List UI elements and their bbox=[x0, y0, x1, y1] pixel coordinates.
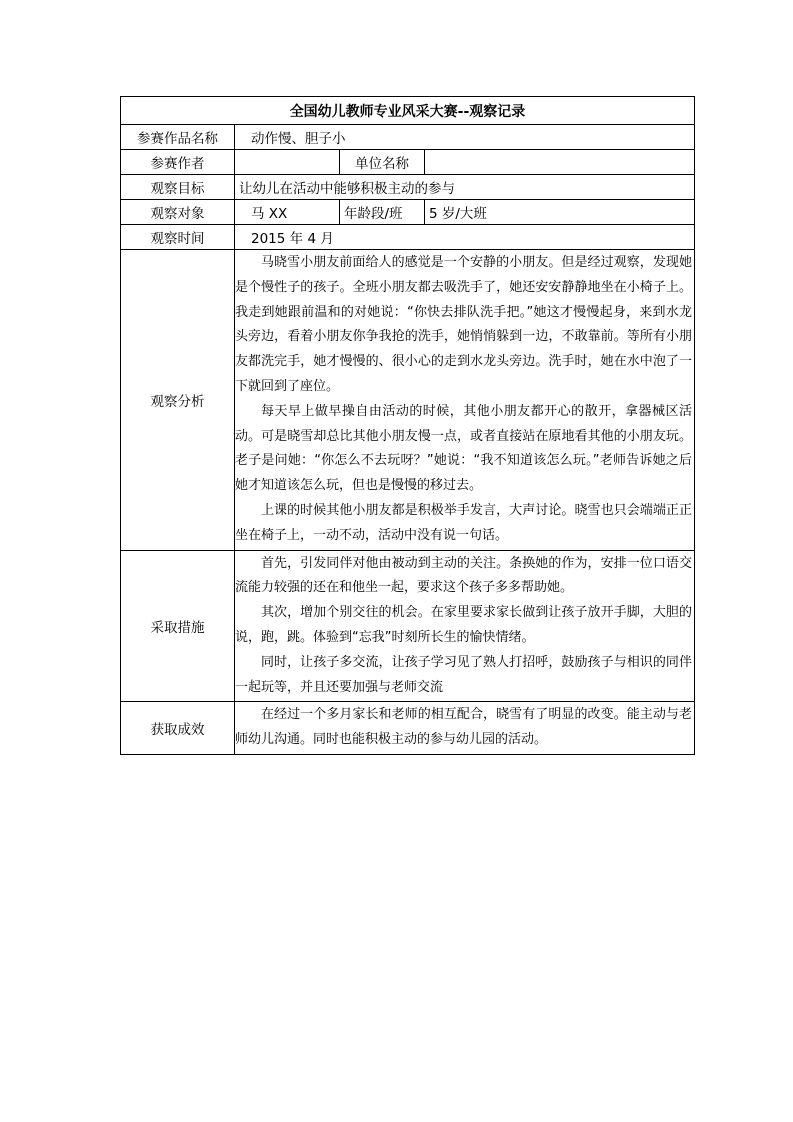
analysis-label: 观察分析 bbox=[121, 250, 235, 551]
measures-content bbox=[235, 550, 695, 702]
measures-row bbox=[121, 550, 695, 702]
author-value bbox=[235, 150, 340, 175]
time-row bbox=[121, 225, 695, 250]
age-label: 年龄段/班 bbox=[340, 200, 425, 225]
measures-paragraph: 其次，增加个别交往的机会。在家里要求家长做到让孩子放开手脚，大胆的说，跑，跳。体验到“忘我”时刻所长生的愉快情绪。 bbox=[235, 605, 692, 645]
results-label: 获取成效 bbox=[121, 702, 235, 755]
time-label: 观察时间 bbox=[121, 225, 235, 250]
unit-label: 单位名称 bbox=[340, 150, 425, 175]
observation-record-sheet bbox=[120, 96, 692, 755]
analysis-content bbox=[235, 250, 695, 551]
time-value: 2015 年 4 月 bbox=[235, 225, 695, 250]
analysis-paragraph: 每天早上做早操自由活动的时候，其他小朋友都开心的散开，拿器械区活动。可是晓雪却总比其他小朋友慢一点，或者直接站在原地看其他的小朋友玩。老子是问她：“你怎么不去玩呀？”她说：“我不知道该怎么玩。”老师告诉她之后她才知道该怎么玩，但也是慢慢的移过去。 bbox=[235, 403, 692, 494]
unit-value bbox=[425, 150, 695, 175]
work-name-label: 参赛作品名称 bbox=[121, 125, 235, 150]
author-label: 参赛作者 bbox=[121, 150, 235, 175]
work-name-value: 动作慢、胆子小 bbox=[235, 125, 695, 150]
analysis-paragraph: 上课的时候其他小朋友都是积极举手发言，大声讨论。晓雪也只会端端正正坐在椅子上，一动不动，活动中没有说一句话。 bbox=[235, 502, 692, 543]
age-value: 5 岁/大班 bbox=[425, 200, 695, 225]
analysis-paragraph: 马晓雪小朋友前面给人的感觉是一个安静的小朋友。但是经过观察，发现她是个慢性子的孩子。全班小朋友都去吸洗手了，她还安安静静地坐在小椅子上。我走到她跟前温和的对她说：“你快去排队洗手把。”她这才慢慢起身，来到水龙头旁边，看着小朋友你争我抢的洗手，她悄悄躲到一边，不敢靠前。等所有小朋友都洗完手，她才慢慢的、很小心的走到水龙头旁边。洗手时，她在水中泡了一下就回到了座位。 bbox=[235, 255, 692, 394]
observation-record-table bbox=[120, 96, 695, 755]
results-paragraph: 在经过一个多月家长和老师的相互配合，晓雪有了明显的改变。能主动与老师幼儿沟通。同时也能积极主动的参与幼儿园的活动。 bbox=[235, 707, 692, 748]
goal-label: 观察目标 bbox=[121, 175, 235, 200]
measures-label: 采取措施 bbox=[121, 550, 235, 702]
measures-paragraph: 首先，引发同伴对他由被动到主动的关注。条换她的作为，安排一位口语交流能力较强的还在和他坐一起，要求这个孩子多多帮助她。 bbox=[235, 555, 692, 596]
analysis-row bbox=[121, 250, 695, 551]
goal-row bbox=[121, 175, 695, 200]
measures-paragraph: 同时，让孩子多交流，让孩子学习见了熟人打招呼，鼓励孩子与相识的同伴一起玩等，并且还要加强与老师交流 bbox=[235, 654, 692, 695]
subject-label: 观察对象 bbox=[121, 200, 235, 225]
results-row bbox=[121, 702, 695, 755]
goal-value: 让幼儿在活动中能够积极主动的参与 bbox=[235, 175, 695, 200]
subject-value: 马 XX bbox=[235, 200, 340, 225]
title-row bbox=[121, 97, 695, 125]
results-content bbox=[235, 702, 695, 755]
author-row bbox=[121, 150, 695, 175]
subject-row bbox=[121, 200, 695, 225]
work-name-row bbox=[121, 125, 695, 150]
record-title: 全国幼儿教师专业风采大赛--观察记录 bbox=[121, 97, 695, 125]
